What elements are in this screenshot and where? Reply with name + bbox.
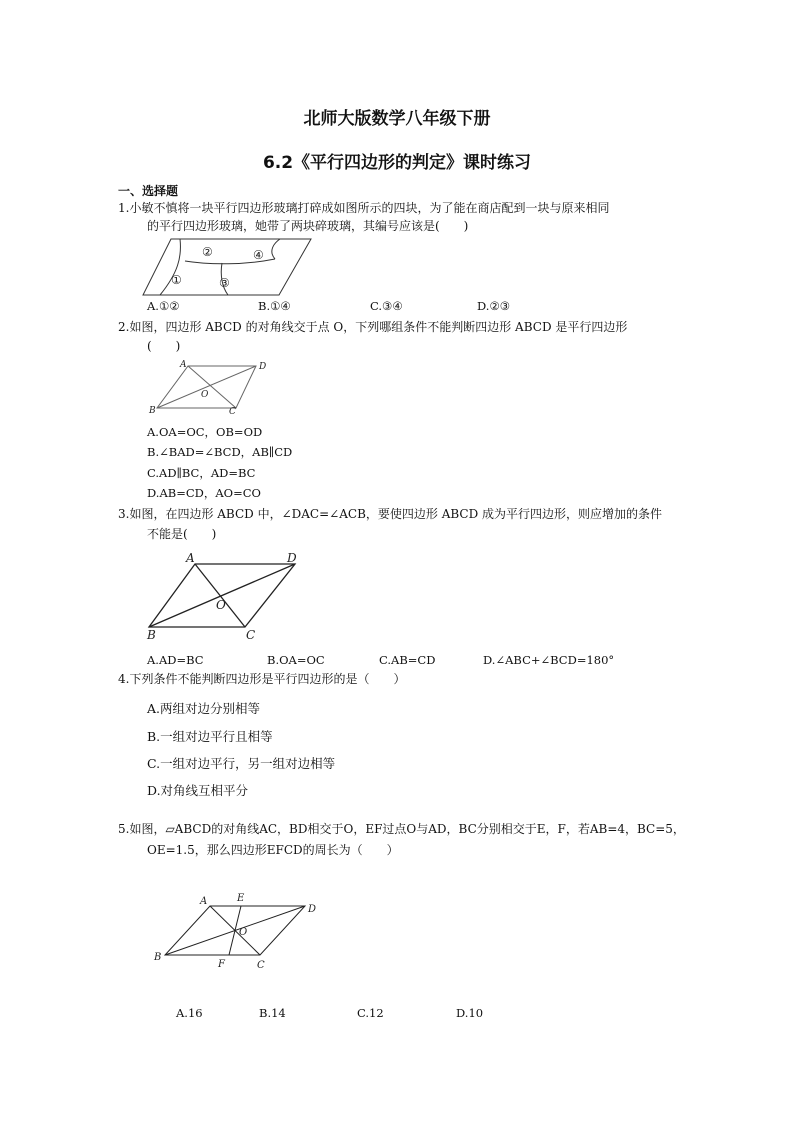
question-3-line-2: 不能是( ) xyxy=(147,527,217,541)
section-title: 一、选择题 xyxy=(118,184,179,198)
label-d: D xyxy=(259,362,267,372)
question-5-line-2: OE=1.5，那么四边形EFCD的周长为（ ） xyxy=(147,843,399,857)
label-d: D xyxy=(287,551,297,565)
q3-option-a[interactable]: A.AD=BC xyxy=(147,653,204,667)
label-f: F xyxy=(218,959,225,970)
label-a: A xyxy=(200,896,208,907)
q3-option-d[interactable]: D.∠ABC+∠BCD=180° xyxy=(483,653,615,667)
label-a: A xyxy=(186,551,195,565)
label-c: C xyxy=(229,407,236,417)
q5-option-c[interactable]: C.12 xyxy=(357,1006,384,1020)
piece-label-2: ② xyxy=(202,245,213,259)
question-1-line-1: 1.小敏不慎将一块平行四边形玻璃打碎成如图所示的四块，为了能在商店配到一块与原来相同 xyxy=(118,201,610,215)
piece-label-3: ③ xyxy=(219,276,230,290)
piece-label-1: ① xyxy=(171,273,182,287)
q2-option-a[interactable]: A.OA=OC，OB=OD xyxy=(147,425,263,439)
q3-option-b[interactable]: B.OA=OC xyxy=(267,653,325,667)
q1-option-b[interactable]: B.①④ xyxy=(258,299,291,313)
question-3-figure xyxy=(140,548,315,643)
label-b: B xyxy=(154,952,162,963)
piece-label-4: ④ xyxy=(253,248,264,262)
question-1-line-2: 的平行四边形玻璃，她带了两块碎玻璃，其编号应该是( ) xyxy=(147,219,469,233)
page-subtitle: 6.2《平行四边形的判定》课时练习 xyxy=(262,153,532,173)
q5-option-b[interactable]: B.14 xyxy=(259,1006,286,1020)
label-b: B xyxy=(149,406,156,416)
label-e: E xyxy=(237,893,245,904)
q2-option-d[interactable]: D.AB=CD，AO=CO xyxy=(147,486,261,500)
q3-option-c[interactable]: C.AB=CD xyxy=(379,653,436,667)
question-5-figure xyxy=(145,888,330,973)
label-c: C xyxy=(257,960,265,971)
diagonal-ac xyxy=(195,564,245,627)
q5-option-a[interactable]: A.16 xyxy=(176,1006,203,1020)
question-5-line-1: 5.如图，▱ABCD的对角线AC，BD相交于O，EF过点O与AD，BC分别相交于E，F，若AB=4，BC=5， xyxy=(118,822,685,836)
question-2-line-2: ( ) xyxy=(147,339,181,353)
q1-option-d[interactable]: D.②③ xyxy=(477,299,511,313)
label-b: B xyxy=(147,628,156,642)
label-d: D xyxy=(308,904,317,915)
question-4-line-1: 4.下列条件不能判断四边形是平行四边形的是（ ） xyxy=(118,672,406,686)
crack-line-4 xyxy=(272,239,280,259)
q2-option-b[interactable]: B.∠BAD=∠BCD，AB∥CD xyxy=(147,445,293,459)
diagonal-bd xyxy=(157,366,256,408)
q1-option-c[interactable]: C.③④ xyxy=(370,299,403,313)
q4-option-b[interactable]: B.一组对边平行且相等 xyxy=(147,729,273,744)
question-2-line-1: 2.如图，四边形 ABCD 的对角线交于点 O，下列哪组条件不能判断四边形 ABCD 是平行四边形 xyxy=(118,320,628,334)
q4-option-c[interactable]: C.一组对边平行，另一组对边相等 xyxy=(147,756,336,771)
q5-option-d[interactable]: D.10 xyxy=(456,1006,484,1020)
question-1-figure xyxy=(140,235,315,300)
label-o: O xyxy=(216,598,226,612)
diagonal-bd xyxy=(149,564,295,627)
q1-option-a[interactable]: A.①② xyxy=(147,299,180,313)
q4-option-d[interactable]: D.对角线互相平分 xyxy=(147,783,249,798)
q4-option-a[interactable]: A.两组对边分别相等 xyxy=(147,701,261,716)
label-c: C xyxy=(246,628,256,642)
question-3-line-1: 3.如图，在四边形 ABCD 中，∠DAC=∠ACB，要使四边形 ABCD 成为平行四边形，则应增加的条件 xyxy=(118,507,663,521)
label-a: A xyxy=(180,360,187,370)
page-title: 北师大版数学八年级下册 xyxy=(303,109,491,129)
q2-option-c[interactable]: C.AD∥BC，AD=BC xyxy=(147,466,256,480)
question-2-figure xyxy=(140,357,275,419)
diagonal-ac xyxy=(188,366,236,408)
label-o: O xyxy=(201,390,209,400)
label-o: O xyxy=(239,927,248,938)
